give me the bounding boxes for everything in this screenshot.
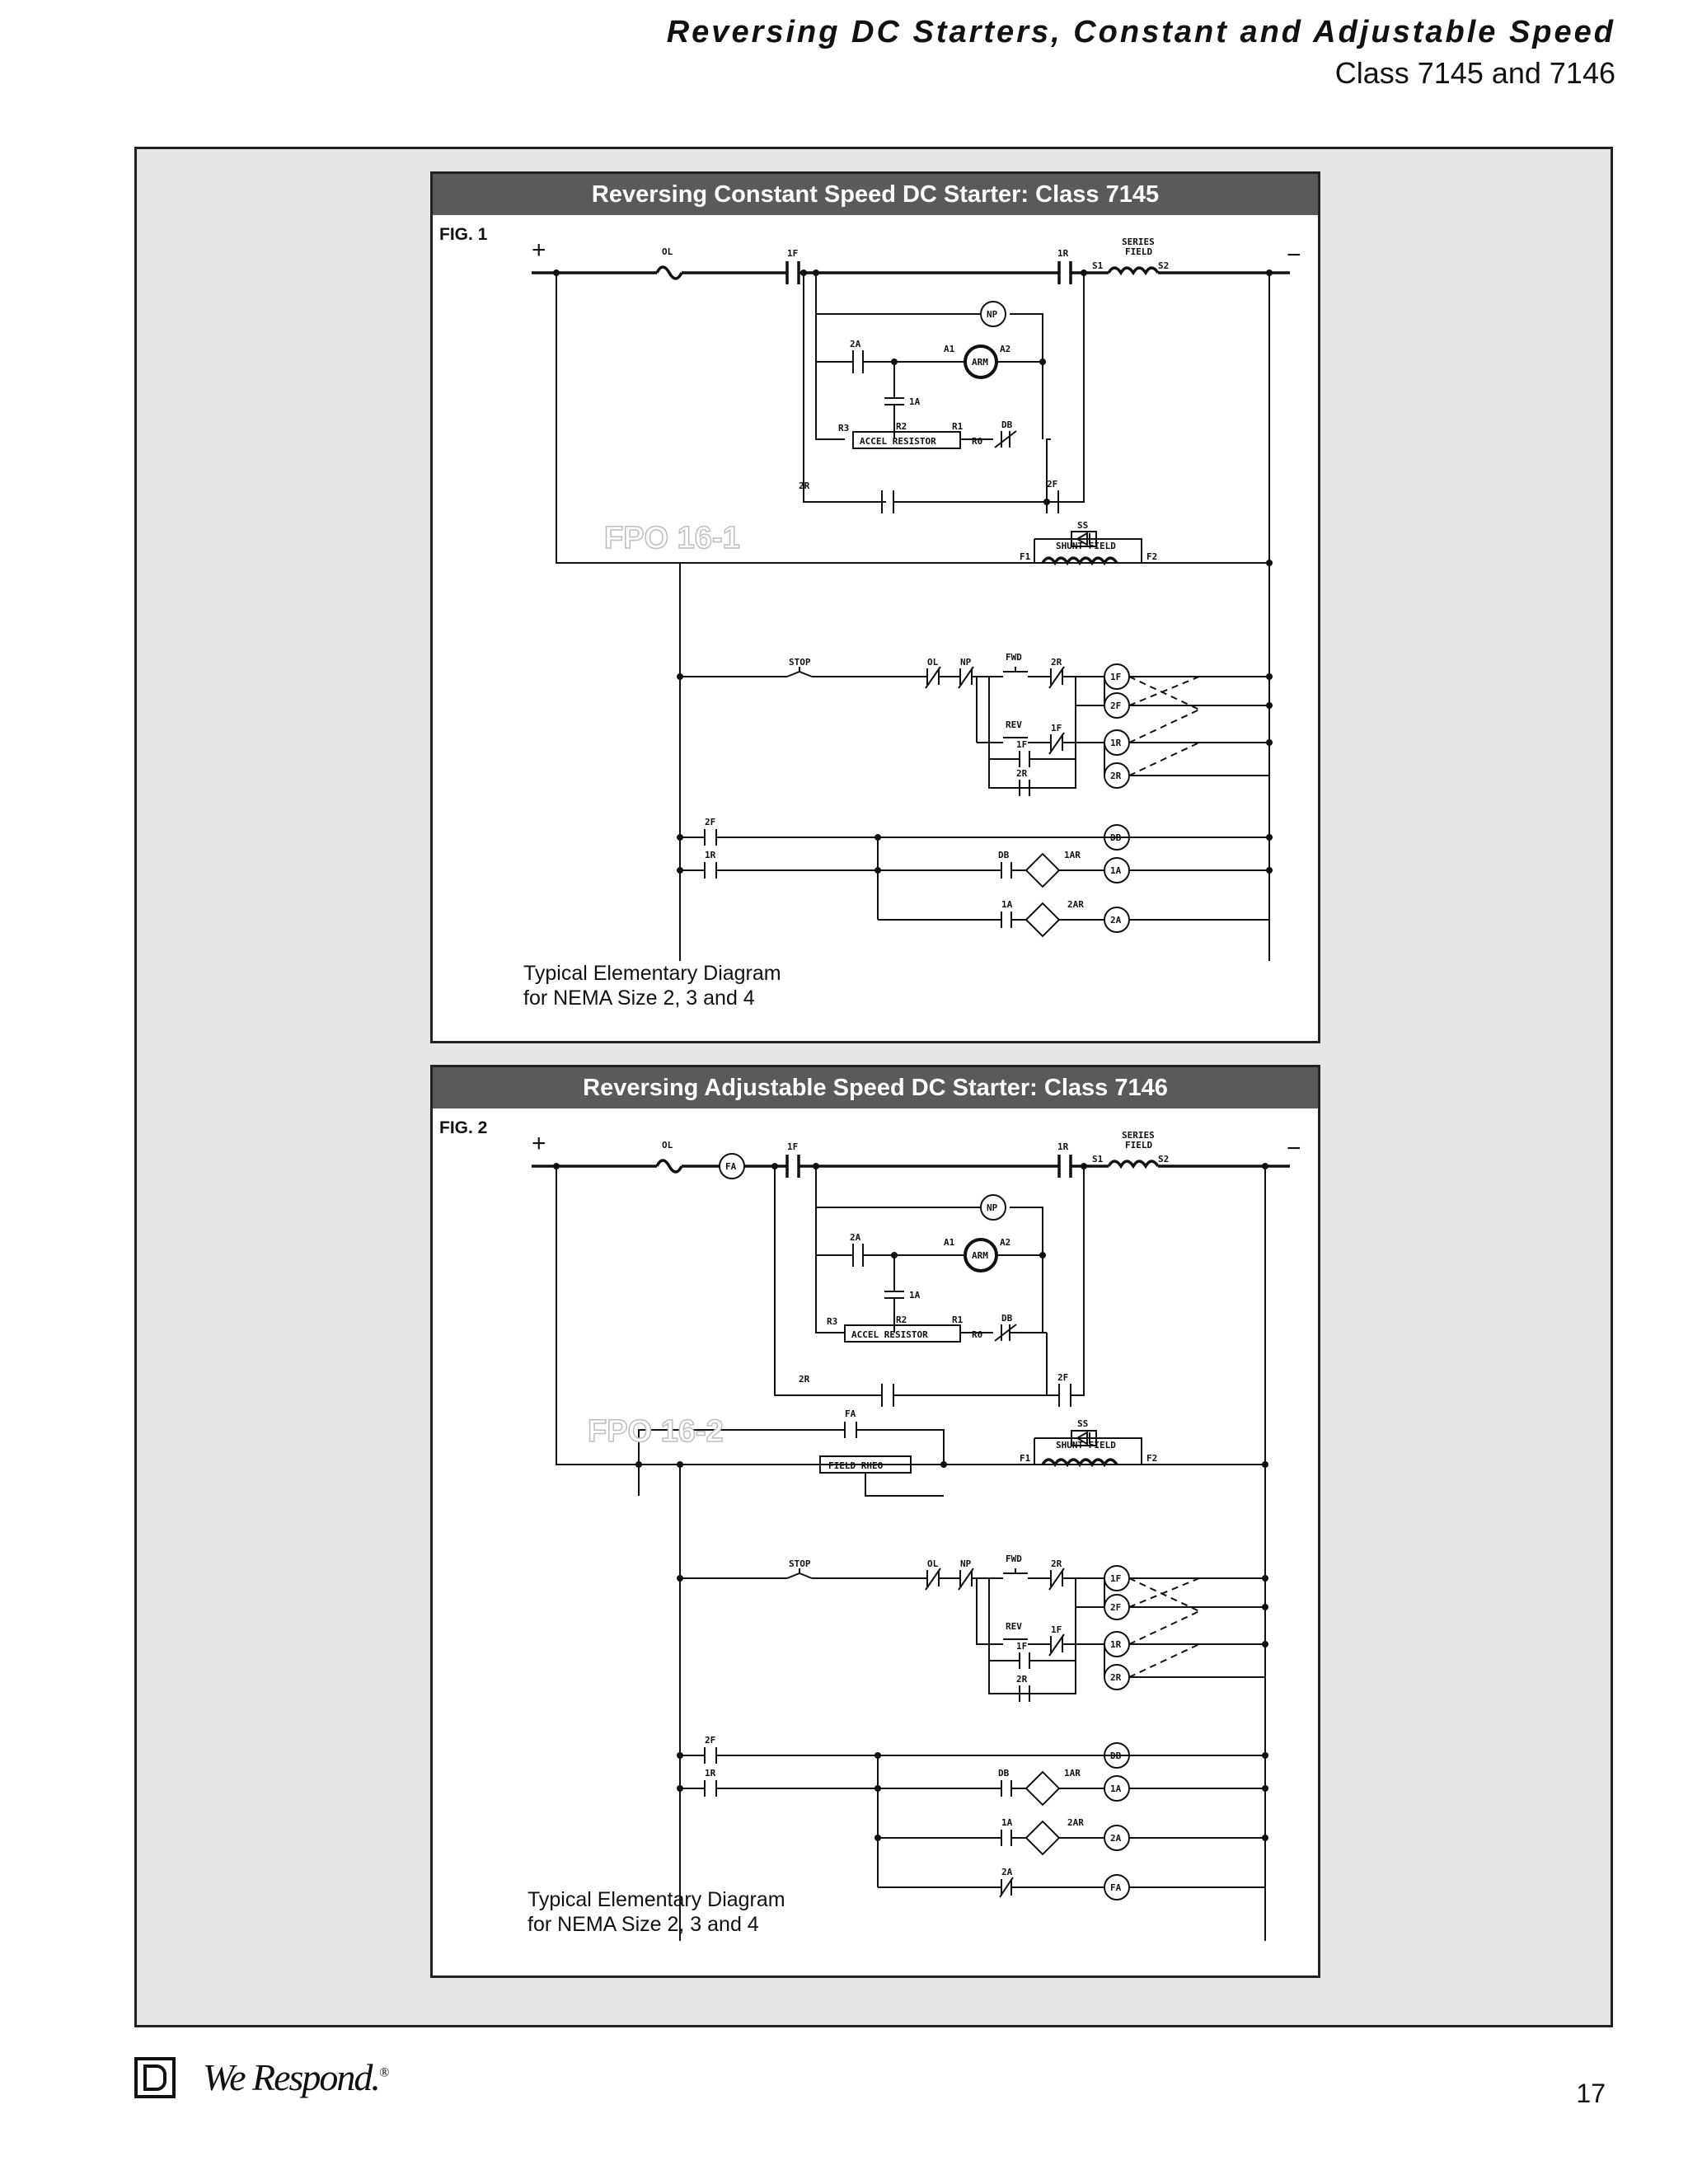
svg-text:1R: 1R (1110, 738, 1122, 748)
svg-text:OL: OL (662, 246, 673, 257)
svg-text:1F: 1F (1016, 739, 1028, 750)
svg-text:S1: S1 (1092, 260, 1104, 271)
svg-text:NP: NP (987, 309, 998, 320)
series-field-icon (1109, 268, 1158, 273)
svg-text:S1: S1 (1092, 1154, 1104, 1165)
figure-1-schematic (433, 215, 1318, 1041)
svg-text:S2: S2 (1158, 1154, 1170, 1165)
svg-text:SERIES: SERIES (1122, 1130, 1155, 1141)
svg-text:1F: 1F (1051, 1624, 1062, 1635)
svg-text:DB: DB (1110, 1750, 1122, 1761)
svg-text:1A: 1A (1110, 865, 1122, 876)
svg-text:FA: FA (1110, 1882, 1122, 1893)
svg-text:DB: DB (998, 850, 1010, 860)
fig-label: FIG. 1 (439, 225, 488, 244)
svg-text:A1: A1 (944, 1237, 955, 1248)
svg-text:1F: 1F (787, 1141, 799, 1152)
svg-text:1A: 1A (1110, 1783, 1122, 1794)
svg-text:1R: 1R (1110, 1639, 1122, 1650)
svg-text:2R: 2R (799, 1374, 810, 1385)
square-d-logo (134, 2057, 176, 2098)
figure-1-panel (430, 171, 1320, 1043)
plus-terminal: + (532, 1130, 546, 1157)
page-subtitle: Class 7145 and 7146 (1334, 56, 1615, 90)
svg-text:A2: A2 (1000, 1237, 1011, 1248)
svg-text:1AR: 1AR (1064, 1768, 1081, 1779)
svg-text:2F: 2F (1110, 701, 1122, 711)
svg-text:OL: OL (927, 1558, 939, 1569)
power-labels (662, 1130, 1169, 1471)
figure-2-panel (430, 1065, 1320, 1978)
svg-text:F2: F2 (1146, 1453, 1158, 1464)
svg-text:1F: 1F (1051, 723, 1062, 733)
svg-text:F1: F1 (1020, 551, 1031, 562)
svg-text:SS: SS (1077, 520, 1089, 531)
svg-text:1A: 1A (1001, 1817, 1013, 1828)
svg-text:1A: 1A (909, 396, 921, 407)
svg-text:2A: 2A (850, 1232, 861, 1243)
svg-text:F2: F2 (1146, 551, 1158, 562)
fpo-placeholder: FPO 16-1 (604, 521, 740, 555)
control-labels (705, 1554, 1122, 1893)
figure-2-caption-line2: for NEMA Size 2, 3 and 4 (528, 1913, 759, 1936)
svg-text:2F: 2F (1110, 1602, 1122, 1613)
svg-text:DB: DB (998, 1768, 1010, 1779)
svg-text:SHUNT FIELD: SHUNT FIELD (1056, 1440, 1116, 1451)
svg-text:2A: 2A (1110, 1833, 1122, 1844)
svg-text:OL: OL (927, 657, 939, 668)
svg-text:SS: SS (1077, 1418, 1089, 1429)
svg-text:R3: R3 (838, 423, 850, 434)
fig-label: FIG. 2 (439, 1118, 488, 1137)
svg-text:2AR: 2AR (1067, 899, 1084, 910)
svg-text:2A: 2A (850, 339, 861, 349)
figure-2-caption-line1: Typical Elementary Diagram (528, 1888, 785, 1911)
page-title: Reversing DC Starters, Constant and Adjustable Speed (666, 15, 1615, 49)
svg-text:R1: R1 (952, 421, 964, 432)
svg-text:ACCEL RESISTOR: ACCEL RESISTOR (860, 436, 936, 447)
svg-text:FIELD: FIELD (1125, 1140, 1153, 1151)
svg-text:1F: 1F (1110, 1573, 1122, 1584)
figure-1-heading: Reversing Constant Speed DC Starter: Class 7145 (433, 174, 1318, 215)
svg-text:S2: S2 (1158, 260, 1170, 271)
power-labels (662, 237, 1169, 562)
svg-text:NP: NP (987, 1202, 998, 1213)
svg-text:2R: 2R (1051, 657, 1062, 668)
svg-text:1AR: 1AR (1064, 850, 1081, 860)
svg-text:2AR: 2AR (1067, 1817, 1084, 1828)
contact-1r-icon (1059, 261, 1071, 284)
svg-text:1F: 1F (787, 248, 799, 259)
svg-text:DB: DB (1001, 1313, 1013, 1324)
svg-text:1A: 1A (1001, 899, 1013, 910)
control-circuit (677, 563, 1273, 961)
svg-text:1R: 1R (1057, 1141, 1069, 1152)
svg-text:2R: 2R (1110, 1672, 1122, 1683)
svg-text:FWD: FWD (1006, 1554, 1022, 1564)
svg-text:2F: 2F (1057, 1372, 1069, 1383)
svg-text:ARM: ARM (972, 1250, 988, 1261)
figure-2-schematic (433, 1108, 1318, 1975)
svg-text:NP: NP (960, 1558, 972, 1569)
svg-text:2R: 2R (1110, 771, 1122, 781)
minus-terminal: − (1287, 1135, 1301, 1162)
svg-text:STOP: STOP (789, 1558, 811, 1569)
svg-text:F1: F1 (1020, 1453, 1031, 1464)
svg-text:R0: R0 (972, 436, 983, 447)
svg-text:2R: 2R (1051, 1558, 1062, 1569)
svg-text:A2: A2 (1000, 344, 1011, 354)
svg-text:1R: 1R (705, 850, 716, 860)
svg-text:FIELD RHEO: FIELD RHEO (828, 1460, 884, 1471)
contact-1f-icon (787, 261, 799, 284)
figure-2-heading: Reversing Adjustable Speed DC Starter: Class 7146 (433, 1067, 1318, 1108)
svg-text:FA: FA (725, 1161, 737, 1172)
svg-text:1R: 1R (705, 1768, 716, 1779)
contact-db-icon (960, 431, 1016, 448)
figure-1-caption-line1: Typical Elementary Diagram (523, 962, 781, 985)
plus-terminal: + (532, 237, 546, 264)
svg-text:REV: REV (1006, 719, 1022, 730)
svg-text:2F: 2F (705, 817, 716, 827)
svg-text:FWD: FWD (1006, 652, 1022, 663)
control-circuit (677, 1465, 1268, 1941)
overload-heater-icon (657, 267, 682, 279)
stop-button-icon (787, 667, 812, 677)
page-number: 17 (1576, 2079, 1606, 2108)
svg-text:2A: 2A (1001, 1867, 1013, 1877)
svg-text:FIELD: FIELD (1125, 246, 1153, 257)
svg-text:1A: 1A (909, 1290, 921, 1301)
svg-text:R1: R1 (952, 1315, 964, 1325)
svg-text:DB: DB (1001, 419, 1013, 430)
fpo-placeholder: FPO 16-2 (588, 1414, 724, 1449)
svg-text:SERIES: SERIES (1122, 237, 1155, 247)
svg-text:2F: 2F (705, 1735, 716, 1746)
svg-text:R2: R2 (896, 421, 907, 432)
svg-text:1F: 1F (1110, 672, 1122, 682)
svg-text:ACCEL RESISTOR: ACCEL RESISTOR (851, 1329, 928, 1340)
svg-text:1R: 1R (1057, 248, 1069, 259)
svg-text:2A: 2A (1110, 915, 1122, 926)
svg-text:1F: 1F (1016, 1641, 1028, 1652)
svg-text:2R: 2R (799, 480, 810, 491)
svg-text:OL: OL (662, 1140, 673, 1151)
svg-text:STOP: STOP (789, 657, 811, 668)
svg-text:DB: DB (1110, 832, 1122, 843)
svg-text:ARM: ARM (972, 357, 988, 368)
minus-terminal: − (1287, 241, 1301, 269)
svg-text:2R: 2R (1016, 768, 1028, 779)
svg-text:NP: NP (960, 657, 972, 668)
svg-text:R3: R3 (827, 1316, 838, 1327)
svg-text:FA: FA (845, 1408, 856, 1419)
contact-2a-icon (853, 350, 863, 373)
svg-text:R2: R2 (896, 1315, 907, 1325)
svg-text:2R: 2R (1016, 1674, 1028, 1685)
footer-tagline: We Respond.® (203, 2056, 388, 2098)
svg-text:R0: R0 (972, 1329, 983, 1340)
svg-text:SHUNT FIELD: SHUNT FIELD (1056, 541, 1116, 551)
svg-text:A1: A1 (944, 344, 955, 354)
svg-text:2F: 2F (1047, 479, 1058, 490)
svg-text:REV: REV (1006, 1621, 1022, 1632)
fwd-button-icon (1003, 667, 1028, 672)
figure-1-caption-line2: for NEMA Size 2, 3 and 4 (523, 987, 755, 1010)
